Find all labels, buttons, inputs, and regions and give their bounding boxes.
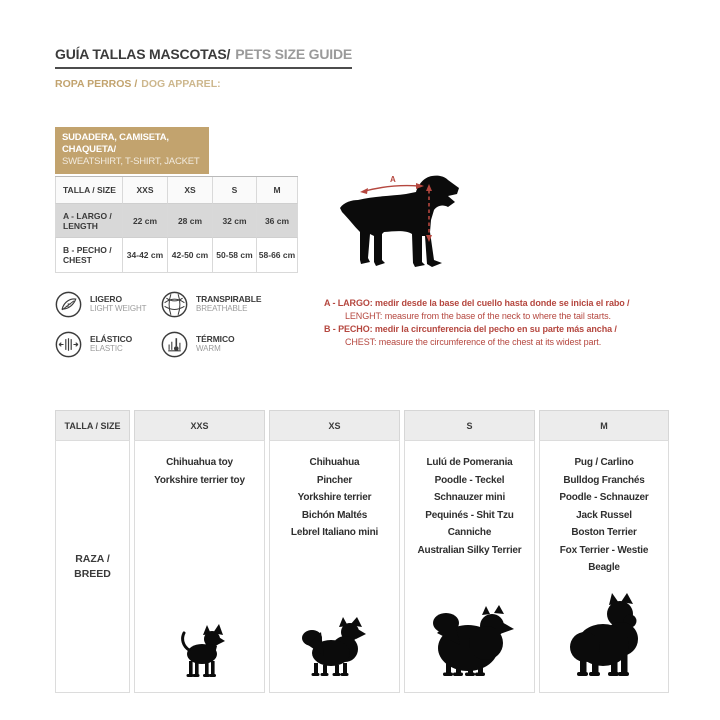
length-xs: 28 cm <box>168 204 213 238</box>
measure-notes <box>324 297 684 349</box>
breed-item: Pug / Carlino <box>574 457 634 468</box>
size-table-header-label: TALLA / SIZE <box>55 177 123 204</box>
feature-en-label: BREATHABLE <box>196 304 248 313</box>
category-line-es: SUDADERA, CAMISETA, CHAQUETA/ <box>62 132 169 155</box>
feature-en-label: ELASTIC <box>90 344 123 353</box>
thermometer-icon <box>161 331 188 358</box>
chest-row-label: B - PECHO / CHEST <box>55 238 123 272</box>
feature-lightweight <box>55 291 161 318</box>
page-title-es: GUÍA TALLAS MASCOTAS/ <box>55 46 231 62</box>
breed-item: Poodle - Schnauzer <box>559 492 649 503</box>
length-s: 32 cm <box>213 204 257 238</box>
breed-item: Pincher <box>316 474 353 486</box>
breed-header-s: S <box>404 410 535 440</box>
breed-header-label: TALLA / SIZE <box>55 410 130 440</box>
breed-cell-s <box>404 440 535 693</box>
chest-m: 58-66 cm <box>257 238 298 272</box>
page-title-en: PETS SIZE GUIDE <box>235 46 353 62</box>
page-subtitle-es: ROPA PERROS / <box>55 78 138 90</box>
breed-row-label-es: RAZA / <box>75 552 110 565</box>
breed-header-xxs: XXS <box>134 410 265 440</box>
breed-item: Lulú de Pomerania <box>426 457 513 468</box>
breathable-icon <box>161 291 188 318</box>
size-table <box>55 176 298 273</box>
breed-row-label <box>55 440 130 693</box>
breed-item: Bulldog Franchés <box>563 474 645 486</box>
size-table-header-xs: XS <box>168 177 213 204</box>
breed-list-s <box>418 441 522 559</box>
measure-a-label: A <box>390 175 396 184</box>
breed-item: Canniche <box>447 527 492 538</box>
french-bulldog-silhouette <box>565 593 643 679</box>
category-box <box>55 127 209 174</box>
category-line-en: SWEATSHIRT, T-SHIRT, JACKET <box>62 156 200 167</box>
feature-elastic <box>55 331 161 358</box>
page-title <box>55 46 352 69</box>
breed-item: Fox Terrier - Westie <box>559 544 649 556</box>
breed-list-xxs <box>154 441 245 489</box>
page-subtitle-en: DOG APPAREL: <box>141 78 221 90</box>
breed-item: Jack Russel <box>576 509 632 521</box>
breed-item: Boston Terrier <box>571 527 637 538</box>
breed-list-xs <box>291 441 378 542</box>
breed-table-body-row <box>55 440 669 693</box>
feature-es-label: TRANSPIRABLE <box>196 294 262 304</box>
page-subtitle <box>55 78 352 90</box>
breed-cell-xxs <box>134 440 265 693</box>
length-m: 36 cm <box>257 204 298 238</box>
length-row-label: A - LARGO / LENGTH <box>55 204 123 238</box>
breed-cell-xs <box>269 440 400 693</box>
header <box>55 46 352 90</box>
breed-header-xs: XS <box>269 410 400 440</box>
breed-item: Poodle - Teckel <box>434 474 505 486</box>
chest-s: 50-58 cm <box>213 238 257 272</box>
labrador-silhouette <box>340 176 459 267</box>
long-haired-chihuahua-silhouette <box>299 615 371 679</box>
breed-item: Yorkshire terrier toy <box>154 474 245 486</box>
breed-row-label-en: BREED <box>74 567 111 580</box>
breed-cell-m <box>539 440 669 693</box>
breed-item: Pequinés - Shit Tzu <box>425 509 514 521</box>
breed-table <box>55 410 669 693</box>
feature-en-label: WARM <box>196 344 221 353</box>
feature-breathable <box>161 291 321 318</box>
note-a-es: A - LARGO: medir desde la base del cuello hasta donde se inicia el rabo / <box>324 298 630 308</box>
breed-header-m: M <box>539 410 669 440</box>
breed-item: Yorkshire terrier <box>297 492 372 503</box>
length-xxs: 22 cm <box>123 204 168 238</box>
breed-item: Beagle <box>588 562 620 573</box>
size-table-header-m: M <box>257 177 298 204</box>
breed-item: Schnauzer mini <box>433 492 506 503</box>
chihuahua-silhouette <box>175 623 225 679</box>
feature-es-label: TÉRMICO <box>196 334 235 344</box>
note-b-en: CHEST: measure the circumference of the chest at its widest part. <box>345 337 602 347</box>
breed-item: Chihuahua toy <box>166 457 233 468</box>
feature-es-label: ELÁSTICO <box>90 334 133 344</box>
feature-en-label: LIGHT WEIGHT <box>90 304 147 313</box>
elastic-icon <box>55 331 82 358</box>
breed-item: Australian Silky Terrier <box>417 544 522 556</box>
chest-xxs: 34-42 cm <box>123 238 168 272</box>
size-table-header-s: S <box>213 177 257 204</box>
breed-item: Bichón Maltés <box>301 509 368 521</box>
breed-table-header-row <box>55 410 669 440</box>
feather-icon <box>55 291 82 318</box>
dog-measure-diagram <box>336 170 466 274</box>
feature-list <box>55 291 321 358</box>
chest-xs: 42-50 cm <box>168 238 213 272</box>
breed-item: Chihuahua <box>309 457 360 468</box>
feature-es-label: LIGERO <box>90 294 122 304</box>
size-table-header-xxs: XXS <box>123 177 168 204</box>
pomeranian-silhouette <box>426 603 514 679</box>
breed-item: Lebrel Italiano mini <box>290 527 379 538</box>
breed-list-m <box>559 441 648 577</box>
note-b-es: B - PECHO: medir la circunferencia del pecho en su parte más ancha / <box>324 324 617 334</box>
note-a-en: LENGHT: measure from the base of the neck to where the tail starts. <box>345 311 611 321</box>
feature-warm <box>161 331 321 358</box>
